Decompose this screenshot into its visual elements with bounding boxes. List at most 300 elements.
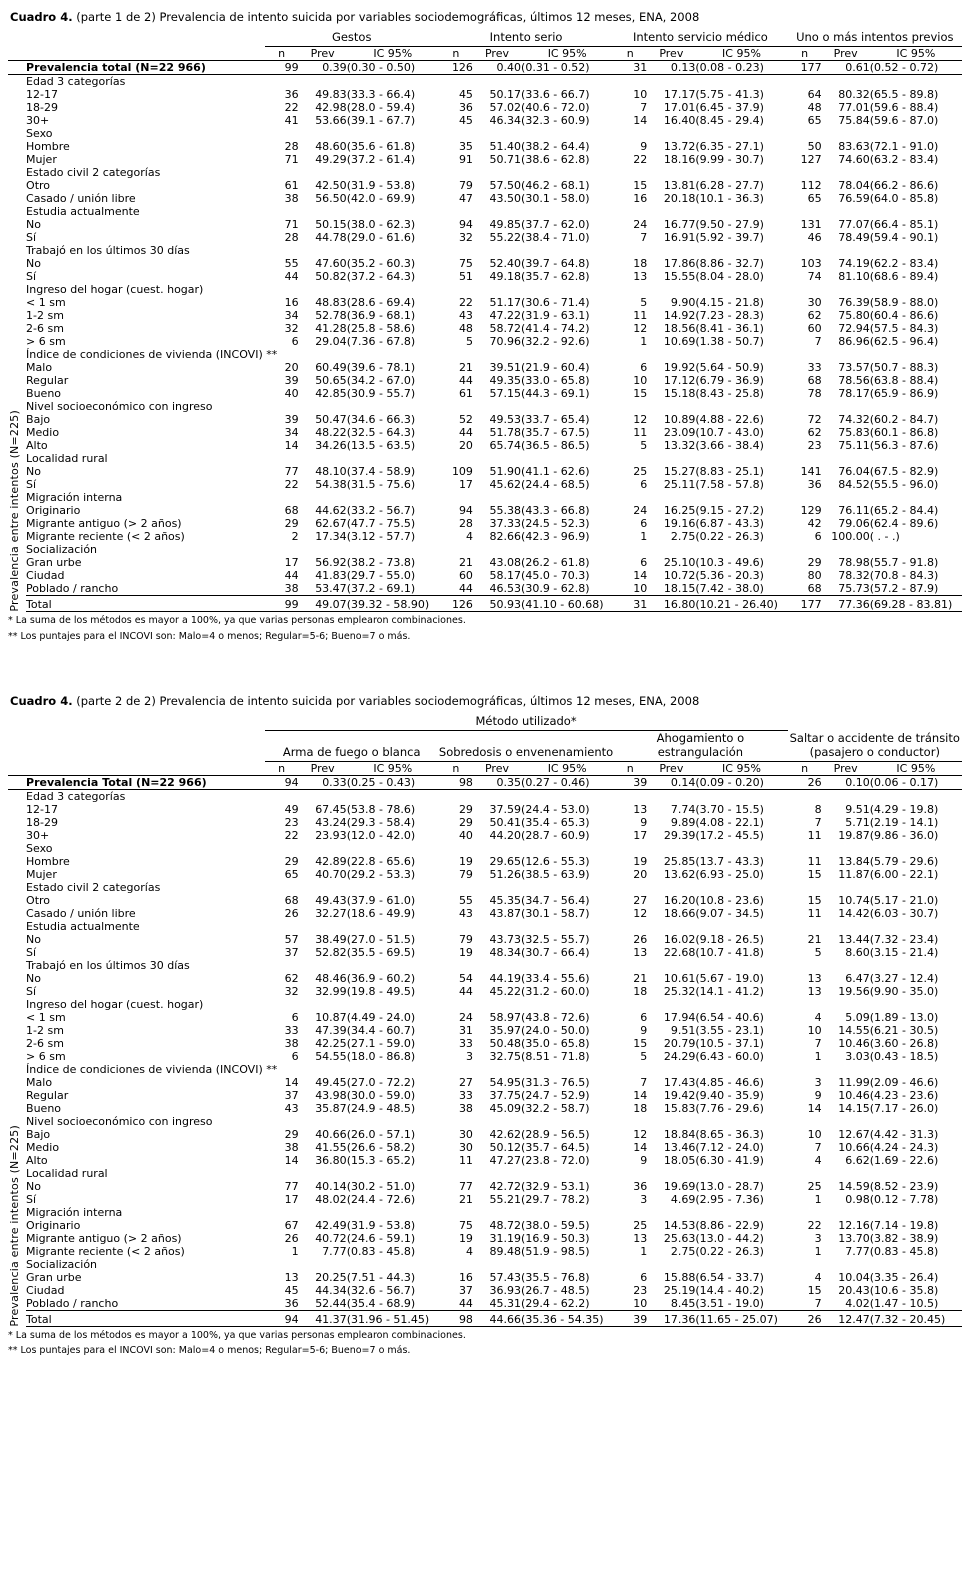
cell-n: 36 (458, 101, 473, 114)
cell-n: 16 (284, 296, 299, 309)
cell-ic: (47.7 - 75.5) (346, 517, 416, 530)
section-heading-row (26, 127, 962, 140)
cell-ic: (7.12 - 24.0) (695, 1140, 764, 1154)
cell-prev: 10.69 (663, 335, 696, 348)
section-heading-row (26, 400, 962, 413)
cell-ic: (8.43 - 25.8) (695, 387, 764, 400)
table-row (26, 1011, 962, 1024)
cell-prev: 43.73 (489, 932, 522, 946)
cell-ic: (35.7 - 64.5) (521, 1140, 590, 1154)
cell-ic: (30.2 - 51.0) (346, 1179, 416, 1193)
cell-prev: 47.60 (315, 257, 347, 270)
cell-ic: (37.2 - 69.1) (346, 582, 416, 595)
cell-prev: 10.74 (838, 893, 870, 907)
cell-prev: 25.32 (663, 984, 696, 998)
cell-n: 39 (613, 775, 647, 789)
cell-prev: 55.22 (489, 231, 522, 244)
cell-n: 42 (807, 517, 822, 530)
cell-ic: (24.9 - 48.5) (346, 1101, 416, 1115)
cell-ic: (2.09 - 46.6) (869, 1075, 939, 1089)
cell-n: 55 (284, 257, 299, 270)
cell-ic: (0.22 - 26.3) (695, 530, 764, 543)
table-row (26, 907, 962, 920)
cell-n: 6 (291, 335, 299, 348)
cell-n: 10 (633, 582, 648, 595)
group-header-gestos: Gestos (265, 30, 439, 47)
cell-prev: 16.02 (663, 932, 696, 946)
row-label: Alto (26, 439, 48, 452)
subheader-n: n (439, 762, 473, 776)
spacer-cell (8, 47, 26, 61)
cell-prev: 78.17 (838, 387, 870, 400)
cell-prev: 42.85 (315, 387, 347, 400)
table-row (26, 387, 962, 400)
cell-prev: 14.53 (663, 1218, 696, 1232)
table2-footnote-1: * La suma de los métodos es mayor a 100%, ya que varias personas emplearon combinaciones. (8, 1329, 466, 1341)
cell-ic: (28.9 - 56.5) (521, 1127, 590, 1141)
cell-n: 7 (814, 815, 822, 829)
cell-n: 51 (458, 270, 473, 283)
cell-ic: (10.5 - 37.1) (695, 1036, 764, 1050)
cell-ic: (14.1 - 41.2) (695, 984, 764, 998)
table-row (26, 231, 962, 244)
section-title: Edad 3 categorías (26, 789, 126, 803)
subheader-ic: IC 95% (695, 762, 787, 776)
table1-caption (10, 10, 962, 24)
cell-ic: (29.7 - 55.0) (346, 569, 416, 582)
cell-prev: 84.52 (838, 478, 870, 491)
cell-prev: 13.32 (663, 439, 696, 452)
table1-subheader-row (8, 47, 962, 61)
cell-n: 1 (640, 1244, 648, 1258)
cell-ic: (0.08 - 0.23) (695, 61, 787, 75)
cell-prev: 0.40 (473, 61, 521, 75)
spacer-cell (26, 731, 265, 762)
cell-n: 7 (640, 1075, 648, 1089)
table2-footnote-2: ** Los puntajes para el INCOVI son: Malo=4 o menos; Regular=5-6; Bueno=7 o más. (8, 1345, 411, 1357)
cell-ic: (10.6 - 35.8) (869, 1283, 939, 1297)
cell-n: 78 (807, 387, 822, 400)
cell-n: 65 (807, 192, 822, 205)
cell-prev: 18.66 (663, 906, 696, 920)
cell-n: 24 (633, 218, 648, 231)
table-row (26, 426, 962, 439)
cell-prev: 78.56 (838, 374, 870, 387)
cell-ic: (10.3 - 49.6) (695, 556, 764, 569)
cell-ic-total: (11.65 - 25.07) (695, 1310, 787, 1326)
cell-prev: 42.62 (489, 1127, 522, 1141)
cell-prev: 48.02 (315, 1192, 347, 1206)
cell-ic: (26.6 - 58.2) (346, 1140, 416, 1154)
section-spacer (8, 644, 962, 690)
table-row (26, 153, 962, 166)
cell-n: 62 (807, 309, 822, 322)
cell-prev: 32.99 (315, 984, 347, 998)
cell-ic: (7.23 - 28.3) (695, 309, 764, 322)
row-label: No (26, 932, 41, 946)
cell-n: 34 (284, 426, 299, 439)
row-label: 30+ (26, 114, 50, 127)
cell-n: 17 (458, 478, 473, 491)
cell-ic: (39.1 - 67.7) (346, 114, 416, 127)
cell-prev: 49.85 (489, 218, 522, 231)
cell-ic: (26.7 - 48.5) (521, 1283, 590, 1297)
cell-ic: (37.2 - 64.3) (346, 270, 416, 283)
cell-n: 3 (465, 1049, 473, 1063)
cell-prev: 17.94 (663, 1010, 696, 1024)
cell-ic: (7.42 - 38.0) (695, 582, 764, 595)
cell-ic: (26.0 - 57.1) (346, 1127, 416, 1141)
cell-n: 23 (284, 815, 299, 829)
cell-prev: 48.46 (315, 971, 347, 985)
section-title: Edad 3 categorías (26, 75, 126, 88)
cell-ic: (8.04 - 28.0) (695, 270, 764, 283)
cell-n: 77 (284, 1179, 299, 1193)
cell-prev: 51.90 (489, 465, 522, 478)
cell-ic: (7.14 - 19.8) (869, 1218, 939, 1232)
cell-n: 68 (284, 504, 299, 517)
cell-ic: (35.4 - 65.3) (521, 815, 590, 829)
cell-n: 1 (814, 1049, 822, 1063)
cell-prev: 57.43 (489, 1270, 522, 1284)
group-header-intento-serio: Intento serio (439, 30, 613, 47)
section-heading-row (26, 452, 962, 465)
cell-prev: 76.39 (838, 296, 870, 309)
cell-ic: (22.8 - 65.6) (346, 854, 416, 868)
cell-ic: (7.76 - 29.6) (695, 1101, 764, 1115)
row-label: > 6 sm (26, 335, 66, 348)
cell-n: 24 (633, 504, 648, 517)
cell-prev: 29.04 (315, 335, 347, 348)
cell-prev: 50.48 (489, 1036, 522, 1050)
row-label-prevalencia-total: Prevalencia Total (N=22 966) (26, 775, 265, 789)
cell-n: 126 (439, 61, 473, 75)
cell-n: 17 (633, 828, 648, 842)
section-title: Localidad rural (26, 1166, 108, 1180)
cell-prev: 41.28 (315, 322, 347, 335)
cell-n: 15 (633, 387, 648, 400)
table-row (26, 270, 962, 283)
cell-n: 14 (633, 1140, 648, 1154)
supergroup-header-metodo: Método utilizado* (265, 714, 788, 731)
cell-ic: (6.21 - 30.5) (869, 1023, 939, 1037)
cell-prev: 14.15 (838, 1101, 870, 1115)
table2-total-prevalence-row (8, 775, 962, 789)
cell-ic: (57.5 - 84.3) (869, 322, 939, 335)
cell-prev: 19.16 (663, 517, 696, 530)
subheader-ic: IC 95% (870, 762, 962, 776)
cell-prev: 15.88 (663, 1270, 696, 1284)
cell-prev: 9.89 (670, 815, 696, 829)
cell-ic: (60.4 - 86.6) (869, 309, 939, 322)
cell-ic: (5.67 - 19.0) (695, 971, 764, 985)
table-row (26, 517, 962, 530)
cell-n: 9 (640, 1153, 648, 1167)
cell-prev: 48.22 (315, 426, 347, 439)
cell-prev: 15.55 (663, 270, 696, 283)
row-label: 18-29 (26, 101, 58, 114)
table1-body (26, 75, 962, 612)
cell-ic: (35.7 - 67.5) (521, 426, 590, 439)
cell-ic: (1.47 - 10.5) (869, 1296, 939, 1310)
section-title: Nivel socioeconómico con ingreso (26, 1114, 213, 1128)
row-label: Gran urbe (26, 556, 82, 569)
cell-n: 16 (633, 192, 648, 205)
cell-prev: 13.46 (663, 1140, 696, 1154)
cell-n: 68 (284, 893, 299, 907)
cell-prev: 81.10 (838, 270, 870, 283)
section-title: Trabajó en los últimos 30 días (26, 244, 190, 257)
table-row (26, 218, 962, 231)
row-label: Migrante antiguo (> 2 años) (26, 1231, 182, 1245)
group-header-ahogamiento: Ahogamiento o estrangulación (613, 731, 787, 762)
cell-prev: 10.04 (838, 1270, 870, 1284)
cell-ic: (0.06 - 0.17) (870, 775, 962, 789)
cell-ic: (1.89 - 13.0) (869, 1010, 939, 1024)
subheader-n: n (788, 762, 822, 776)
row-label: < 1 sm (26, 296, 66, 309)
cell-ic: (65.9 - 86.9) (869, 387, 939, 400)
cell-ic: (41.1 - 62.6) (521, 465, 590, 478)
cell-n: 29 (284, 517, 299, 530)
cell-n: 33 (284, 1023, 299, 1037)
subheader-prev: Prev (647, 762, 695, 776)
section-title: Trabajó en los últimos 30 días (26, 958, 190, 972)
cell-ic: (35.2 - 60.3) (346, 257, 416, 270)
cell-ic: (50.7 - 88.3) (869, 361, 939, 374)
cell-n: 49 (284, 802, 299, 816)
table-row (26, 1050, 962, 1063)
section-title: Índice de condiciones de vivienda (INCOVI) ** (26, 348, 278, 361)
cell-ic: (36.9 - 68.1) (346, 309, 416, 322)
table-row (26, 946, 962, 959)
cell-prev: 35.87 (315, 1101, 347, 1115)
cell-prev: 10.61 (663, 971, 696, 985)
table-row (26, 530, 962, 543)
cell-prev: 75.84 (838, 114, 870, 127)
cell-n: 19 (458, 1231, 473, 1245)
cell-n: 30 (458, 1140, 473, 1154)
cell-prev: 3.03 (845, 1049, 870, 1063)
cell-prev-total: 77.36 (822, 596, 870, 612)
cell-prev: 50.47 (315, 413, 347, 426)
row-label: Casado / unión libre (26, 906, 136, 920)
cell-prev: 4.02 (845, 1296, 870, 1310)
cell-n: 41 (284, 114, 299, 127)
cell-n: 4 (465, 1244, 473, 1258)
row-label: Regular (26, 1088, 69, 1102)
cell-n: 37 (458, 1283, 473, 1297)
subheader-n: n (265, 762, 299, 776)
cell-prev: 75.73 (838, 582, 870, 595)
cell-prev: 49.29 (315, 153, 347, 166)
table1-total-prevalence-row (8, 61, 962, 75)
cell-n: 71 (284, 153, 299, 166)
cell-ic: (36.9 - 60.2) (346, 971, 416, 985)
cell-ic: (38.5 - 63.9) (521, 867, 590, 881)
cell-ic: (9.07 - 34.5) (695, 906, 764, 920)
table-total-row (26, 596, 962, 612)
cell-n: 22 (633, 153, 648, 166)
cell-ic: (8.86 - 32.7) (695, 257, 764, 270)
cell-n: 22 (284, 478, 299, 491)
cell-prev-total: 16.80 (647, 596, 695, 612)
cell-ic: (16.9 - 50.3) (521, 1231, 590, 1245)
cell-n: 21 (458, 361, 473, 374)
cell-ic: (3.35 - 26.4) (869, 1270, 939, 1284)
cell-ic: (9.86 - 36.0) (869, 828, 939, 842)
cell-n: 38 (284, 582, 299, 595)
section-heading-row (26, 543, 962, 556)
cell-n: 80 (807, 569, 822, 582)
section-title: Estado civil 2 categorías (26, 880, 161, 894)
cell-n: 28 (284, 140, 299, 153)
cell-n: 12 (633, 1127, 648, 1141)
section-title: Migración interna (26, 1205, 123, 1219)
table-row (26, 556, 962, 569)
cell-n: 13 (633, 802, 648, 816)
cell-prev: 37.33 (489, 517, 522, 530)
cell-ic: (6.03 - 30.7) (869, 906, 939, 920)
cell-ic-total: (7.32 - 20.45) (870, 1310, 962, 1326)
cell-n: 40 (458, 828, 473, 842)
section-heading-row (26, 1115, 962, 1128)
cell-ic: (38.6 - 62.8) (521, 153, 590, 166)
cell-n: 62 (807, 426, 822, 439)
row-label: Malo (26, 1075, 53, 1089)
subheader-ic: IC 95% (347, 47, 439, 61)
cell-n: 10 (807, 1127, 822, 1141)
row-label: 30+ (26, 828, 50, 842)
cell-n: 28 (284, 231, 299, 244)
cell-prev: 49.35 (489, 374, 522, 387)
cell-prev-total: 17.36 (647, 1310, 695, 1326)
table-row (26, 1193, 962, 1206)
spacer-cell (8, 762, 26, 776)
table-row (26, 1271, 962, 1284)
cell-prev: 11.99 (838, 1075, 870, 1089)
cell-prev: 40.70 (315, 867, 347, 881)
cell-prev: 75.11 (838, 439, 870, 452)
cell-ic: (5.64 - 50.9) (695, 361, 764, 374)
cell-n: 9 (814, 1088, 822, 1102)
cell-prev: 46.53 (489, 582, 522, 595)
section-title: Localidad rural (26, 452, 108, 465)
cell-ic: (30.1 - 58.7) (521, 906, 590, 920)
cell-prev: 38.49 (315, 932, 347, 946)
cell-ic: (29.2 - 53.3) (346, 867, 416, 881)
cell-ic: (18.6 - 49.9) (346, 906, 416, 920)
cell-n: 65 (284, 867, 299, 881)
cell-n: 19 (458, 945, 473, 959)
table-row (26, 1219, 962, 1232)
cell-n: 9 (640, 1023, 648, 1037)
cell-prev: 45.31 (489, 1296, 522, 1310)
cell-n: 26 (788, 775, 822, 789)
cell-n: 6 (291, 1010, 299, 1024)
subheader-prev: Prev (299, 47, 347, 61)
cell-n: 27 (458, 1075, 473, 1089)
cell-n: 54 (458, 971, 473, 985)
cell-ic: (72.1 - 91.0) (869, 140, 939, 153)
cell-n: 45 (284, 1283, 299, 1297)
cell-prev: 40.14 (315, 1179, 347, 1193)
table-row (26, 140, 962, 153)
cell-prev: 49.18 (489, 270, 522, 283)
cell-ic: (60.1 - 86.8) (869, 426, 939, 439)
cell-ic: (37.2 - 61.4) (346, 153, 416, 166)
cell-ic: (6.43 - 60.0) (695, 1049, 764, 1063)
cell-prev: 0.61 (822, 61, 870, 75)
table2-body-row-holder (8, 789, 962, 1327)
cell-n: 29 (458, 815, 473, 829)
cell-n: 20 (458, 439, 473, 452)
cell-n: 18 (633, 1101, 648, 1115)
cell-prev: 76.11 (838, 504, 870, 517)
cell-prev: 15.83 (663, 1101, 696, 1115)
cell-ic: (35.5 - 69.5) (346, 945, 416, 959)
table-row (26, 582, 962, 596)
cell-n: 68 (807, 374, 822, 387)
cell-n: 44 (284, 569, 299, 582)
cell-n: 1 (640, 335, 648, 348)
cell-prev: 48.83 (315, 296, 347, 309)
cell-n: 67 (284, 1218, 299, 1232)
cell-ic: (34.2 - 67.0) (346, 374, 416, 387)
cell-n: 6 (640, 1010, 648, 1024)
cell-n: 79 (458, 179, 473, 192)
row-label: Bueno (26, 1101, 62, 1115)
cell-ic: (10.7 - 43.0) (695, 426, 764, 439)
cell-n: 34 (284, 309, 299, 322)
cell-ic: (4.88 - 22.6) (695, 413, 764, 426)
cell-prev: 16.40 (663, 114, 696, 127)
cell-n: 24 (458, 1010, 473, 1024)
section-title: Socialización (26, 543, 98, 556)
cell-prev: 20.79 (663, 1036, 696, 1050)
cell-n: 13 (633, 945, 648, 959)
cell-prev: 13.81 (663, 179, 696, 192)
cell-prev: 0.33 (299, 775, 347, 789)
cell-prev: 43.87 (489, 906, 522, 920)
cell-n: 19 (633, 854, 648, 868)
table1-group-header-row (8, 30, 962, 47)
cell-n: 1 (814, 1192, 822, 1206)
cell-n: 13 (284, 1270, 299, 1284)
cell-n: 94 (458, 218, 473, 231)
cell-ic: (6.45 - 37.9) (695, 101, 764, 114)
cell-prev: 8.45 (670, 1296, 696, 1310)
table-row (26, 257, 962, 270)
cell-n: 3 (814, 1231, 822, 1245)
row-label: Ciudad (26, 1283, 65, 1297)
cell-ic: (29.4 - 62.2) (521, 1296, 590, 1310)
cell-n: 5 (465, 335, 473, 348)
table-row (26, 1128, 962, 1141)
cell-ic: (4.42 - 31.3) (869, 1127, 939, 1141)
cell-prev: 53.66 (315, 114, 347, 127)
cell-n: 99 (265, 61, 299, 75)
cell-prev: 47.22 (489, 309, 522, 322)
cell-prev: 0.35 (473, 775, 521, 789)
cell-n: 7 (814, 1296, 822, 1310)
cell-ic: (5.36 - 20.3) (695, 569, 764, 582)
cell-prev: 42.25 (315, 1036, 347, 1050)
cell-prev: 14.55 (838, 1023, 870, 1037)
cell-n: 36 (807, 478, 822, 491)
cell-prev: 50.41 (489, 815, 522, 829)
cell-prev: 5.09 (845, 1010, 870, 1024)
